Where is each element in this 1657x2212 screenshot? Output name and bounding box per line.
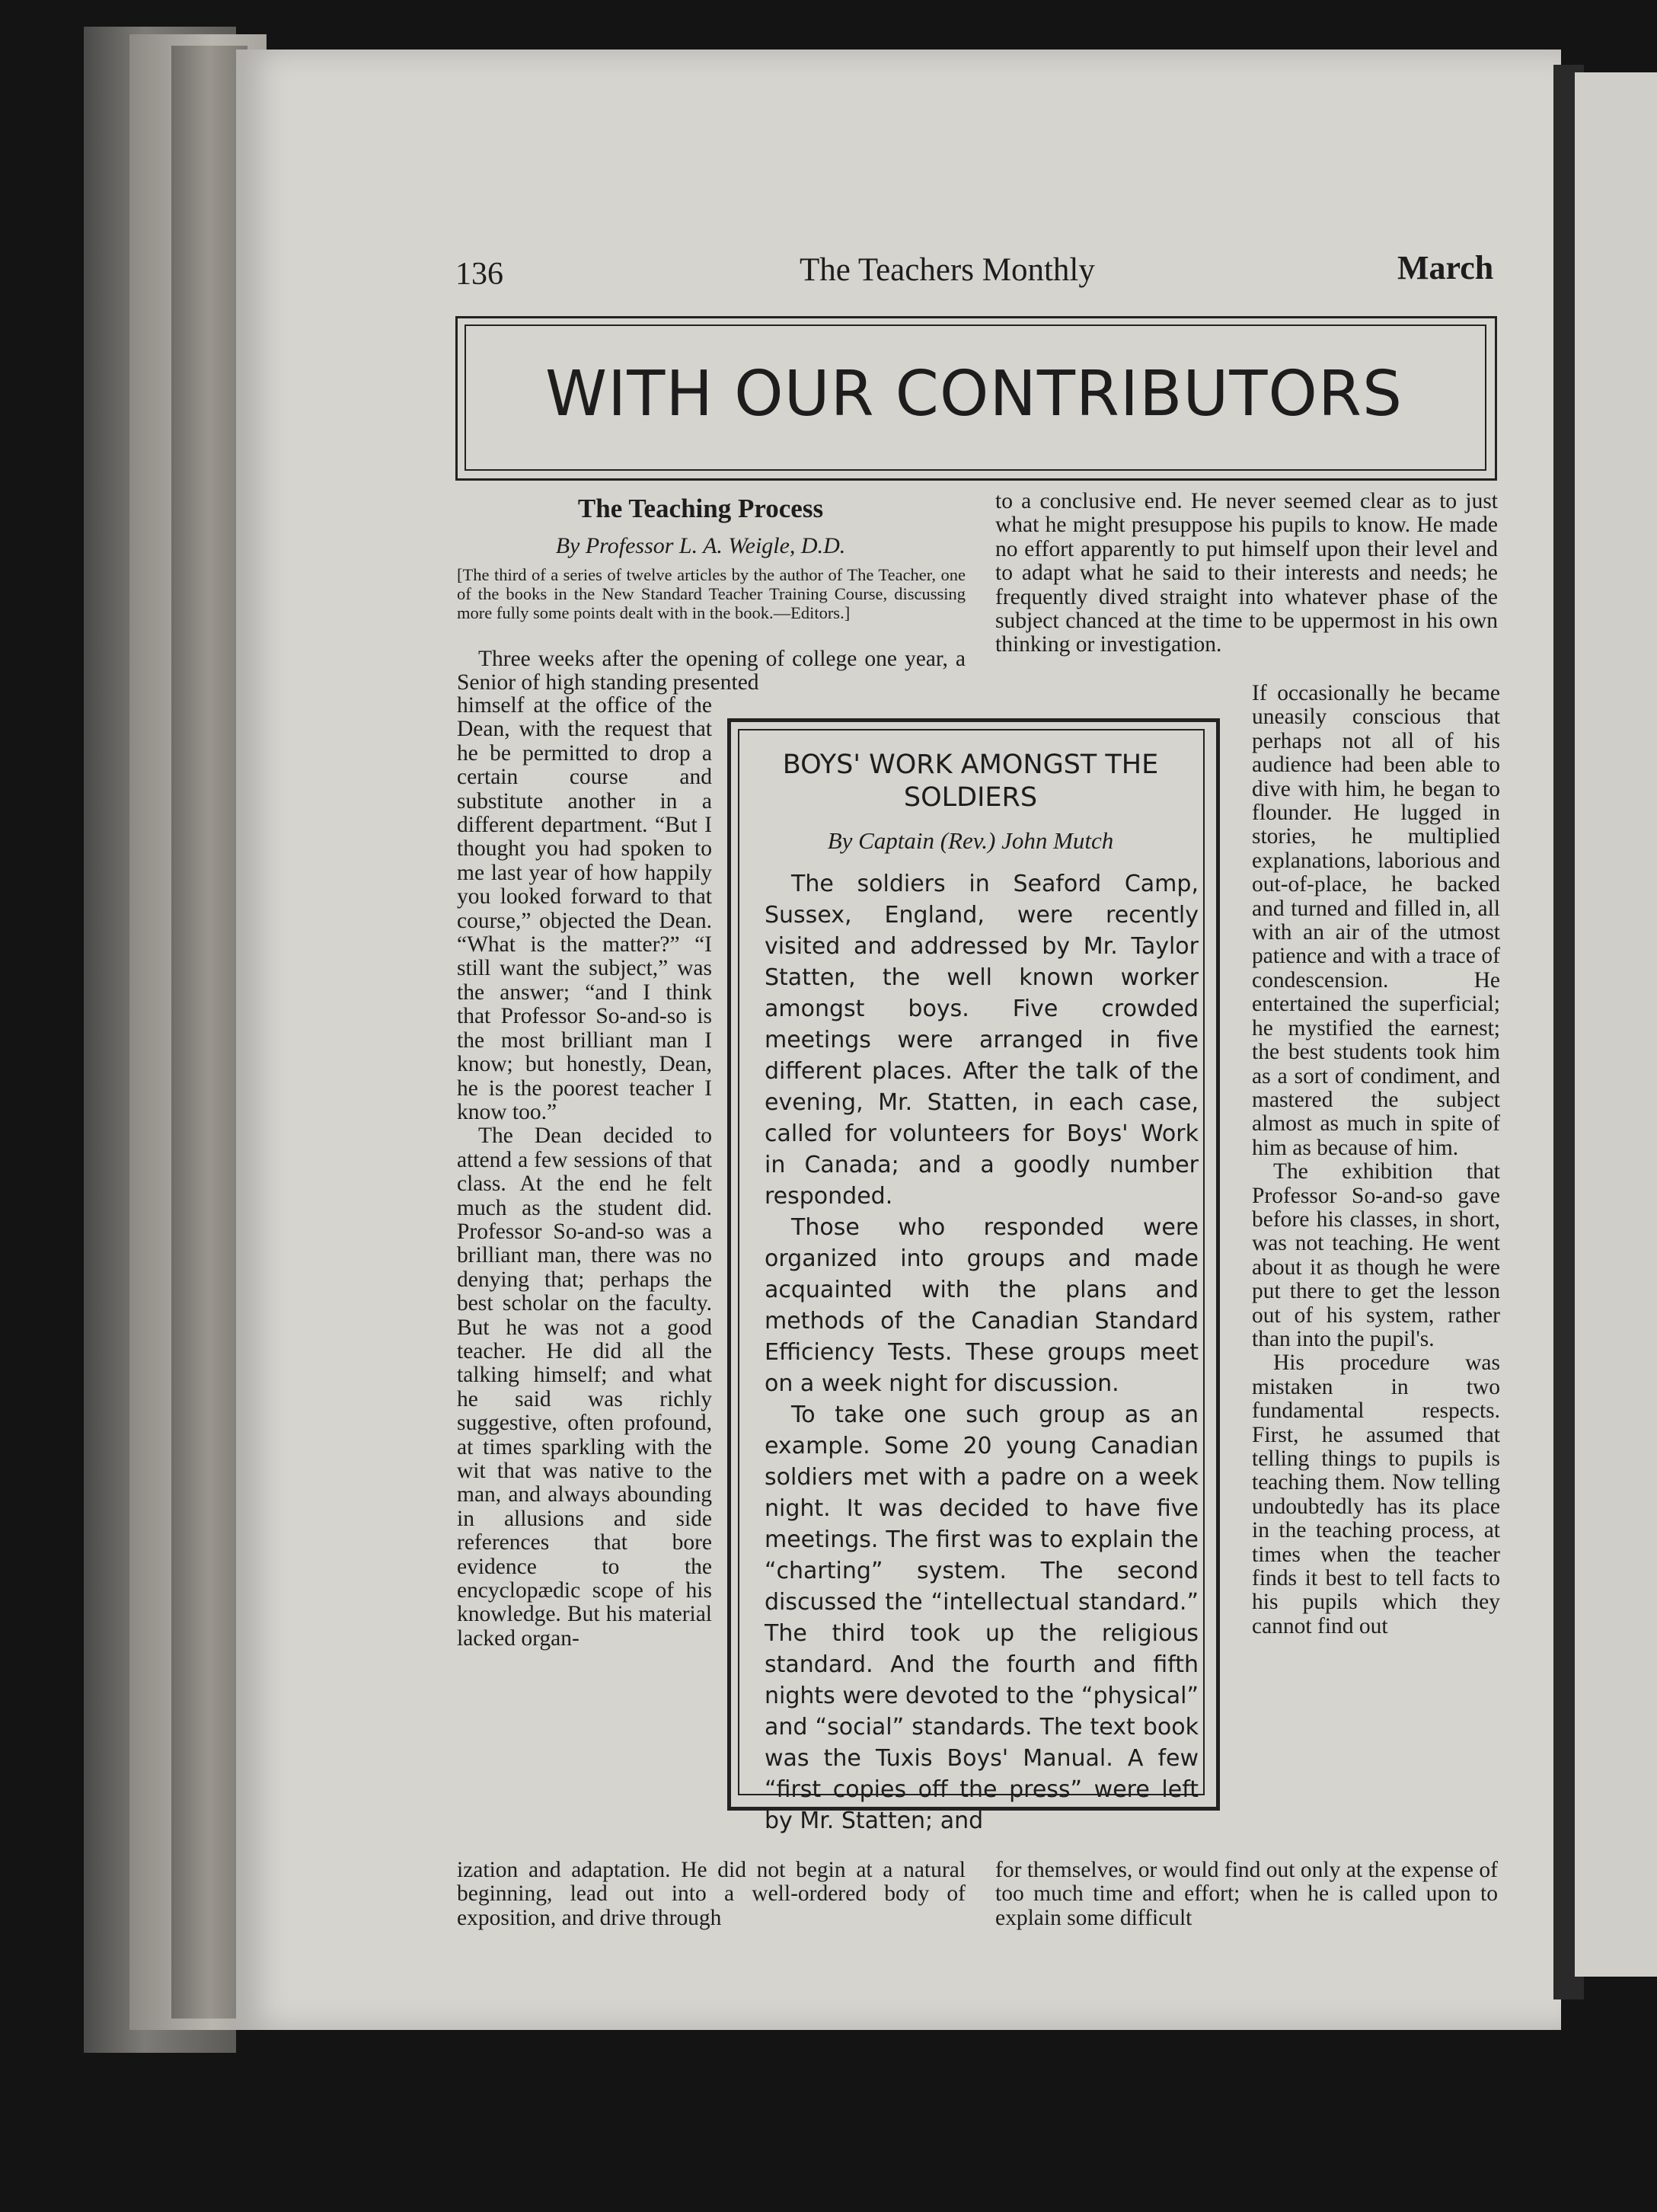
article-text-bottom-left: ization and adaptation. He did not begin at a natural beginning, lead out into a well-ordered body of exposition, and drive through [457, 1858, 966, 1930]
inset-box-title: BOYS' WORK AMONGST THE SOLDIERS [782, 750, 1159, 813]
article-paragraph-text: Three weeks after the opening of college one year, a Senior of high standing presented [457, 647, 966, 695]
editors-note: [The third of a series of twelve articles by the author of The Teacher, one of the books in the New Standard Teacher Training Course, discussing more fully some points dealt with in the book.—Editors.] [457, 565, 966, 622]
article-title: The Teaching Process [577, 494, 824, 523]
section-banner-title: WITH OUR CONTRIBUTORS [545, 358, 1403, 430]
article-text: The Dean decided to attend a few sessions of that class. At the end he felt much as the student did. Professor So-and-so was a brilliant man, there was no denying that; perhaps the best scholar on the faculty. But he was not a good teacher. He did all the talking himself; and what he said was richly suggestive, often profound, at times sparkling with the wit that was native to the man, and always abounding in allusions and side references that bore evidence to the encyclopædic scope of his knowledge. But his material lacked organ- [457, 1124, 712, 1651]
page-number: 136 [455, 257, 503, 292]
article-text: The exhibition that Professor So-and-so gave before his classes, in short, was not teaching. He went about it as though he were put there to get the lesson out of his system, rather than into the pupil's. [1252, 1159, 1500, 1351]
article-column-right [1252, 682, 1500, 1638]
article-text: If occasionally he became uneasily conscious that perhaps not all of his audience had been able to dive with him, he began to flounder. He lugged in stories, he multiplied explanations, laborious and out-of-place, he backed and turned and filled in, all with an air of the utmost patience and with a trace of condescension. He entertained the superficial; he mystified the earnest; the best students took him as a sort of condiment, and mastered the subject almost as much in spite of him as because of him. [1252, 681, 1500, 1160]
article-column-left [457, 694, 712, 1651]
article-column-right-top: to a conclusive end. He never seemed clear as to just what he might presuppose his pupils to know. He made no effort apparently to put himself upon their level and to adapt what he said to their interests and needs; he frequently dived straight into whatever phase of the subject chanced at the time to be uppermost in his own thinking or investigation. [995, 489, 1498, 657]
article-byline: By Professor L. A. Weigle, D.D. [555, 533, 846, 558]
article-text: himself at the office of the Dean, with the request that he be permitted to drop a certain course and substitute another in a different department. “But I thought you had spoken to me last year of how happily you looked forward to that course,” objected the Dean. “What is the matter?” “I still want the subject,” was the answer; “and I think that Professor So-and-so is the most brilliant man I know; but honestly, Dean, he is the poorest teacher I know too.” [457, 693, 712, 1124]
inset-box-paragraph: Those who responded were organized into groups and made acquainted with the plans and methods of the Canadian Standard Efficiency Tests. These groups meet on a week night for discussion. [765, 1214, 1199, 1397]
inset-box-paragraph: The soldiers in Seaford Camp, Sussex, England, were recently visited and addressed by Mr. Taylor Statten, the well known worker amongst boys. Five crowded meetings were arranged in five different places. After the talk of the evening, Mr. Statten, in each case, called for volunteers for Boys' Work in Canada; and a goodly number responded. [765, 871, 1199, 1210]
inset-box-byline: By Captain (Rev.) John Mutch [827, 827, 1114, 854]
facing-page-edge [1575, 72, 1657, 1977]
article-text-bottom-right: for themselves, or would find out only at the expense of too much time and effort; when he is called upon to explain some difficult [995, 1858, 1498, 1930]
article-text: His procedure was mistaken in two fundamental respects. First, he assumed that telling things to pupils is teaching them. Now telling undoubtedly has its place in the teaching process, at times when the teacher finds it best to tell facts to his pupils which they cannot find out [1252, 1351, 1500, 1638]
article-paragraph [457, 647, 966, 695]
inset-box-body [765, 868, 1199, 1836]
inset-box-paragraph: To take one such group as an example. Some 20 young Canadian soldiers met with a padre on a week night. It was decided to have five meetings. The first was to explain the “charting” system. The second discussed the “intellectual standard.” The third took up the religious standard. And the fourth and fifth nights were devoted to the “physical” and “social” standards. The text book was the Tuxis Boys' Manual. A few “first copies off the press” were left by Mr. Statten; and [765, 1402, 1199, 1834]
issue-month: March [1397, 249, 1494, 286]
journal-title: The Teachers Monthly [800, 252, 1095, 288]
